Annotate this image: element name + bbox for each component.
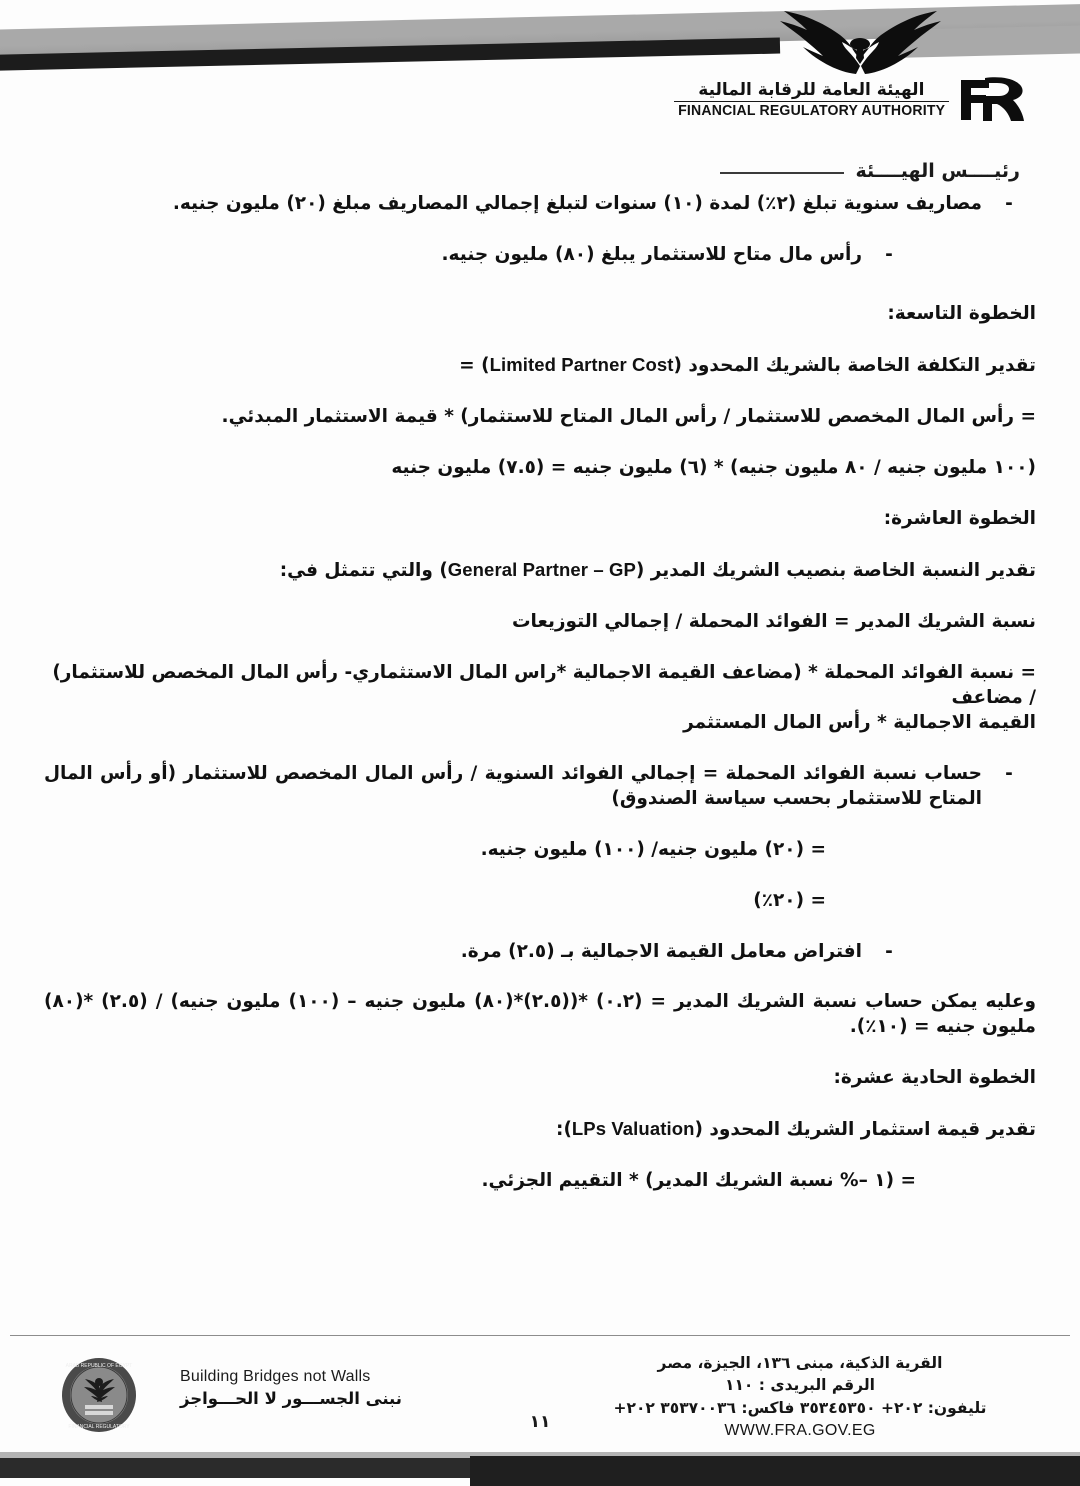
list-item-total-value-multiple [44, 940, 1036, 965]
gp-heading-arabic: تقدير النسبة الخاصة بنصيب الشريك المدير ( [635, 559, 1036, 581]
lp-cost-numbers: (١٠٠ مليون جنيه / ٨٠ مليون جنيه) * (٦) مليون جنيه = (٧.٥) مليون جنيه [391, 456, 1036, 478]
lp-cost-heading-arabic: تقدير التكلفة الخاصة بالشريك المحدود ( [673, 354, 1036, 376]
contact-website[interactable]: WWW.FRA.GOV.EG [724, 1422, 876, 1440]
lp-cost-heading [44, 353, 1036, 379]
total-value-multiple-text: افتراض معامل القيمة الاجمالية بـ (٢.٥) مرة. [460, 940, 862, 962]
gp-heading-tail: ) والتي تتمثل في: [279, 559, 448, 581]
document-header [677, 8, 1025, 122]
carried-interest-result-1: = (٢٠) مليون جنيه/ (١٠٠) مليون جنيه. [480, 838, 826, 860]
list-item-carried-interest [44, 762, 1036, 812]
lps-heading-arabic: تقدير قيمة استثمار الشريك المحدود ( [694, 1119, 1036, 1141]
eagle-emblem-icon [695, 8, 1025, 80]
document-body [44, 192, 1036, 1194]
gp-ratio-definition: نسبة الشريك المدير = الفوائد المحملة / إجمالي التوزيعات [511, 610, 1036, 632]
chairman-heading [720, 160, 1020, 182]
available-capital-text: رأس مال متاح للاستثمار يبلغ (٨٠) مليون جنيه. [441, 243, 862, 265]
contact-address: القرية الذكية، مبنى ١٣٦، الجيزة، مصر [657, 1354, 943, 1372]
bullet-marker: - [885, 940, 893, 962]
scan-artifact-bottom-right [470, 1456, 1080, 1486]
gp-heading-english: General Partner – GP [447, 558, 636, 580]
gp-heading [44, 558, 1036, 584]
gp-formula-line-1: = نسبة الفوائد المحملة * (مضاعف القيمة الاجمالية *راس المال الاستثماري- رأس المال المخصص للاستثمار) / مضاعف [52, 661, 1036, 708]
scan-artifact-notch [0, 1478, 470, 1486]
carried-interest-result-2: = (٢٠٪) [753, 889, 826, 911]
lp-cost-formula: = رأس المال المخصص للاستثمار / رأس المال المتاح للاستثمار) * قيمة الاستثمار المبدئي. [221, 405, 1036, 427]
bullet-marker: - [1005, 193, 1013, 214]
footer-slogan [180, 1368, 402, 1408]
lps-heading-english: LPs Valuation [571, 1118, 695, 1140]
footer-divider [10, 1335, 1070, 1336]
gp-formula-line-2: القيمة الاجمالية * رأس المال المستثمر [683, 711, 1036, 733]
bullet-marker: - [1005, 762, 1013, 784]
gp-calculation-text: وعليه يمكن حساب نسبة الشريك المدير = (٠.٢) *((٢.٥)*(٨٠) مليون جنيه – (١٠٠) مليون جنيه) / (٢.٥) *(٨٠) مليون جنيه = (١٠٪). [44, 991, 1036, 1038]
contact-postal-code: الرقم البريدى : ١١٠ [725, 1376, 875, 1395]
slogan-english: Building Bridges not Walls [180, 1368, 371, 1385]
fra-monogram-icon [959, 76, 1025, 122]
step-eleven-title: الخطوة الحادية عشرة: [833, 1067, 1036, 1089]
fra-logo-english: FINANCIAL REGULATORY AUTHORITY [677, 102, 945, 119]
step-ten-title: الخطوة العاشرة: [883, 507, 1036, 529]
fra-logo-divider [674, 101, 949, 102]
bullet-marker: - [885, 243, 893, 265]
lps-valuation-formula: = (١ –% نسبة الشريك المدير) * التقييم الجزئي. [481, 1170, 916, 1192]
fra-logo-arabic: الهيئة العامة للرقابة المالية [698, 79, 925, 100]
step-nine-title: الخطوة التاسعة: [887, 302, 1036, 324]
chairman-label: رئيــــس الهيــــئة [855, 160, 1020, 182]
lp-cost-heading-english: Limited Partner Cost [489, 353, 674, 375]
page-number: ١١ [529, 1412, 551, 1432]
lps-valuation-heading [44, 1117, 1036, 1143]
svg-text:ARAB REPUBLIC OF EGYPT: ARAB REPUBLIC OF EGYPT [65, 1363, 133, 1369]
list-item-available-capital [44, 243, 1036, 268]
slogan-arabic: نبنى الجســـور لا الحـــواجز [180, 1389, 402, 1408]
fra-logo [677, 76, 1025, 122]
annual-expenses-text: مصاريف سنوية تبلغ (٢٪) لمدة (١٠) سنوات لتبلغ إجمالي المصاريف مبلغ (٢٠) مليون جنيه. [172, 193, 982, 214]
carried-interest-text: حساب نسبة الفوائد المحملة = إجمالي الفوائد السنوية / رأس المال المخصص للاستثمار (أو رأس المال المتاح للاستثمار بحسب سياسة الصندوق) [44, 762, 982, 809]
lp-cost-heading-tail: ) = [459, 354, 490, 376]
list-item-annual-expenses [44, 192, 1036, 217]
lps-heading-tail: ): [556, 1119, 572, 1141]
chairman-rule [720, 172, 844, 174]
contact-phone-fax: تليفون: ٢٠٢+ ٣٥٣٤٥٣٥٠ فاكس: ٣٥٣٧٠٠٣٦ ٢٠٢+ [613, 1398, 987, 1417]
document-footer [0, 1348, 1080, 1448]
svg-text:FINANCIAL REGULATORY: FINANCIAL REGULATORY [68, 1424, 130, 1430]
